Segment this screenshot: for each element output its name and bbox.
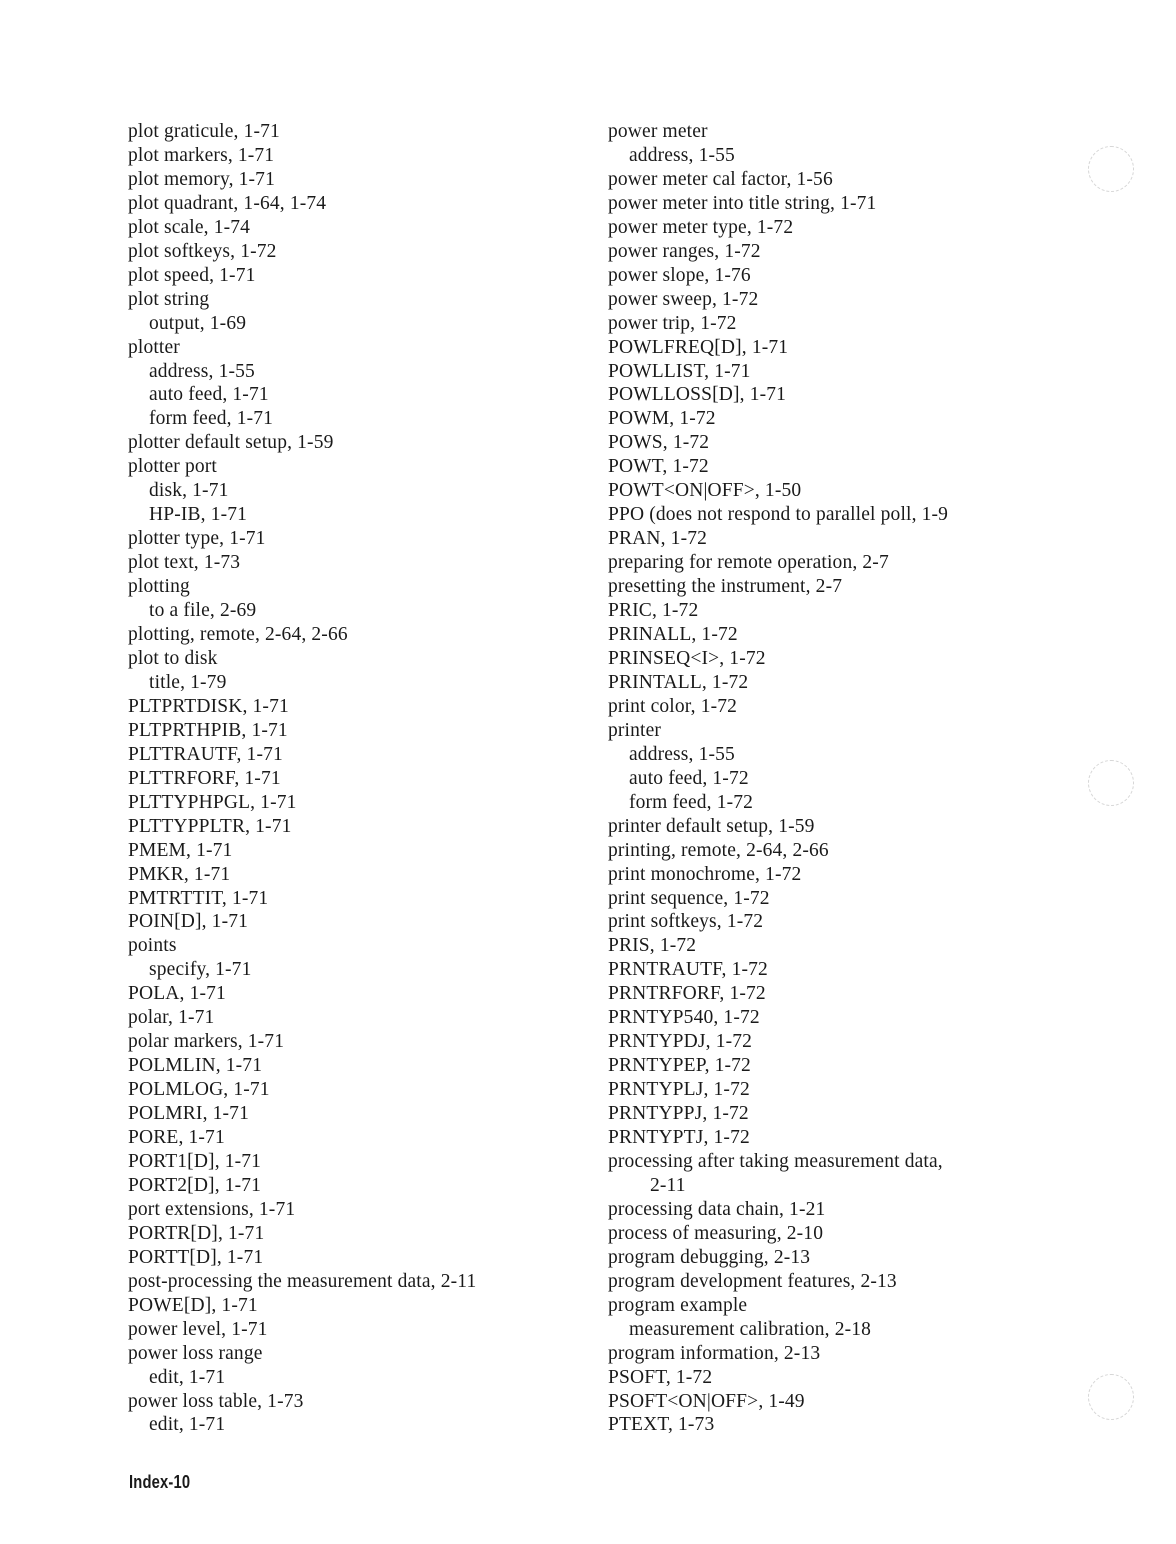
index-entry: power sweep, 1-72 bbox=[608, 288, 759, 310]
index-entry: plot graticule, 1-71 bbox=[128, 121, 280, 142]
index-entry: polar, 1-71 bbox=[128, 1007, 215, 1029]
index-entry: plotter type, 1-71 bbox=[128, 528, 266, 550]
index-entry: plotting bbox=[128, 576, 190, 598]
index-entry: PORT2[D], 1-71 bbox=[128, 1174, 262, 1196]
index-entry: POWLLOSS[D], 1-71 bbox=[608, 384, 787, 406]
punch-hole-middle bbox=[1088, 760, 1134, 806]
index-entry: PRNTYP540, 1-72 bbox=[608, 1007, 760, 1029]
index-column-right bbox=[608, 120, 1078, 1437]
index-entry: power meter bbox=[608, 121, 708, 142]
index-entry: PRNTYPEP, 1-72 bbox=[608, 1055, 751, 1077]
index-subentry: measurement calibration, 2-18 bbox=[629, 1318, 872, 1340]
index-entry: power meter into title string, 1-71 bbox=[608, 192, 877, 214]
index-subentry: HP-IB, 1-71 bbox=[149, 504, 248, 526]
index-subentry: auto feed, 1-72 bbox=[629, 767, 749, 789]
index-entry: POIN[D], 1-71 bbox=[128, 911, 249, 933]
index-entry: POWLFREQ[D], 1-71 bbox=[608, 336, 789, 358]
index-subentry: address, 1-55 bbox=[629, 144, 735, 166]
index-subentry: title, 1-79 bbox=[149, 671, 227, 693]
index-entry: program example bbox=[608, 1294, 748, 1316]
index-entry: plot softkeys, 1-72 bbox=[128, 240, 277, 262]
index-entry: plot quadrant, 1-64, 1-74 bbox=[128, 192, 327, 214]
index-entry: PRNTRAUTF, 1-72 bbox=[608, 959, 768, 981]
index-entry: PLTTYPPLTR, 1-71 bbox=[128, 815, 292, 837]
index-entry: printer bbox=[608, 719, 662, 741]
index-entry: preparing for remote operation, 2-7 bbox=[608, 552, 889, 574]
index-entry: PRNTYPTJ, 1-72 bbox=[608, 1127, 750, 1149]
index-entry: PRNTYPPJ, 1-72 bbox=[608, 1103, 749, 1125]
index-subentry: auto feed, 1-71 bbox=[149, 384, 269, 406]
index-entry: PMTRTTIT, 1-71 bbox=[128, 887, 269, 909]
index-entry: power meter cal factor, 1-56 bbox=[608, 168, 833, 190]
index-subentry: disk, 1-71 bbox=[149, 480, 229, 502]
index-entry: plotter bbox=[128, 336, 180, 358]
index-entry: PLTPRTDISK, 1-71 bbox=[128, 695, 289, 717]
index-entry: power loss range bbox=[128, 1342, 263, 1364]
index-entry: plot to disk bbox=[128, 647, 218, 669]
index-entry: polar markers, 1-71 bbox=[128, 1031, 285, 1053]
index-entry: power ranges, 1-72 bbox=[608, 240, 761, 262]
index-subentry: address, 1-55 bbox=[629, 743, 735, 765]
index-entry: process of measuring, 2-10 bbox=[608, 1222, 824, 1244]
index-entry: print color, 1-72 bbox=[608, 695, 738, 717]
index-entry: print monochrome, 1-72 bbox=[608, 863, 802, 885]
index-entry: plotter port bbox=[128, 456, 217, 478]
index-entry: power slope, 1-76 bbox=[608, 264, 751, 286]
index-entry: printer default setup, 1-59 bbox=[608, 815, 815, 837]
index-entry: PORT1[D], 1-71 bbox=[128, 1150, 262, 1172]
index-entry: PMKR, 1-71 bbox=[128, 863, 231, 885]
index-entry: PORTT[D], 1-71 bbox=[128, 1246, 264, 1268]
index-entry: POLMLIN, 1-71 bbox=[128, 1055, 263, 1077]
index-entry: PRIS, 1-72 bbox=[608, 935, 697, 957]
index-entry: plot markers, 1-71 bbox=[128, 144, 275, 166]
index-entry: POWE[D], 1-71 bbox=[128, 1294, 258, 1316]
index-entry: points bbox=[128, 935, 177, 957]
index-entry: power loss table, 1-73 bbox=[128, 1390, 304, 1412]
index-entry: POWT, 1-72 bbox=[608, 456, 709, 478]
index-entry: power level, 1-71 bbox=[128, 1318, 268, 1340]
index-entry: PMEM, 1-71 bbox=[128, 839, 233, 861]
index-entry: POWS, 1-72 bbox=[608, 432, 710, 454]
page-number-footer: Index-10 bbox=[129, 1472, 191, 1492]
index-entry: print softkeys, 1-72 bbox=[608, 911, 764, 933]
index-entry: POWT<ON|OFF>, 1-50 bbox=[608, 480, 802, 502]
index-entry: PLTTRFORF, 1-71 bbox=[128, 767, 281, 789]
index-entry: program information, 2-13 bbox=[608, 1342, 821, 1364]
index-entry: POWM, 1-72 bbox=[608, 408, 716, 430]
index-entry: POLA, 1-71 bbox=[128, 983, 226, 1005]
index-entry: presetting the instrument, 2-7 bbox=[608, 576, 843, 598]
index-entry: plot string bbox=[128, 288, 210, 310]
index-entry: PRNTYPDJ, 1-72 bbox=[608, 1031, 753, 1053]
index-subentry: output, 1-69 bbox=[149, 312, 247, 334]
index-entry: printing, remote, 2-64, 2-66 bbox=[608, 839, 829, 861]
index-entry: post-processing the measurement data, 2-11 bbox=[128, 1270, 477, 1292]
index-entry: PRNTYPLJ, 1-72 bbox=[608, 1079, 750, 1101]
index-entry: power meter type, 1-72 bbox=[608, 216, 794, 238]
index-entry: PLTTYPHPGL, 1-71 bbox=[128, 791, 297, 813]
index-entry: POLMRI, 1-71 bbox=[128, 1103, 249, 1125]
index-entry: POLMLOG, 1-71 bbox=[128, 1079, 270, 1101]
index-entry: PLTPRTHPIB, 1-71 bbox=[128, 719, 288, 741]
index-entry: PTEXT, 1-73 bbox=[608, 1414, 715, 1436]
index-entry: PSOFT<ON|OFF>, 1-49 bbox=[608, 1390, 805, 1412]
index-entry: PPO (does not respond to parallel poll, 1-9 bbox=[608, 504, 949, 526]
index-entry: plot speed, 1-71 bbox=[128, 264, 256, 286]
index-subentry: edit, 1-71 bbox=[149, 1366, 226, 1388]
index-entry: plot memory, 1-71 bbox=[128, 168, 275, 190]
index-entry: power trip, 1-72 bbox=[608, 312, 737, 334]
punch-hole-bottom bbox=[1088, 1374, 1134, 1420]
index-subentry: to a file, 2-69 bbox=[149, 600, 257, 622]
index-entry: port extensions, 1-71 bbox=[128, 1198, 296, 1220]
index-entry: POWLLIST, 1-71 bbox=[608, 360, 751, 382]
index-subentry: form feed, 1-71 bbox=[149, 408, 274, 430]
index-entry: plot text, 1-73 bbox=[128, 552, 241, 574]
punch-hole-top bbox=[1088, 146, 1134, 192]
index-entry: plotter default setup, 1-59 bbox=[128, 432, 334, 454]
index-entry: PORE, 1-71 bbox=[128, 1127, 225, 1149]
index-entry: program development features, 2-13 bbox=[608, 1270, 897, 1292]
index-entry: program debugging, 2-13 bbox=[608, 1246, 811, 1268]
index-entry-continuation: 2-11 bbox=[650, 1174, 686, 1196]
index-entry: PLTTRAUTF, 1-71 bbox=[128, 743, 283, 765]
index-entry: processing data chain, 1-21 bbox=[608, 1198, 826, 1220]
index-entry: PRNTRFORF, 1-72 bbox=[608, 983, 766, 1005]
index-entry: plotting, remote, 2-64, 2-66 bbox=[128, 624, 348, 646]
index-subentry: address, 1-55 bbox=[149, 360, 255, 382]
index-entry: PORTR[D], 1-71 bbox=[128, 1222, 265, 1244]
index-subentry: form feed, 1-72 bbox=[629, 791, 754, 813]
index-entry: PSOFT, 1-72 bbox=[608, 1366, 713, 1388]
index-entry: PRINALL, 1-72 bbox=[608, 624, 738, 646]
index-subentry: specify, 1-71 bbox=[149, 959, 252, 981]
index-entry: processing after taking measurement data, bbox=[608, 1150, 943, 1172]
index-entry: PRINSEQ<I>, 1-72 bbox=[608, 647, 766, 669]
index-column-left bbox=[128, 120, 598, 1437]
index-entry: plot scale, 1-74 bbox=[128, 216, 251, 238]
index-entry: PRIC, 1-72 bbox=[608, 600, 699, 622]
index-entry: PRAN, 1-72 bbox=[608, 528, 708, 550]
index-subentry: edit, 1-71 bbox=[149, 1414, 226, 1436]
index-entry: print sequence, 1-72 bbox=[608, 887, 770, 909]
index-entry: PRINTALL, 1-72 bbox=[608, 671, 749, 693]
